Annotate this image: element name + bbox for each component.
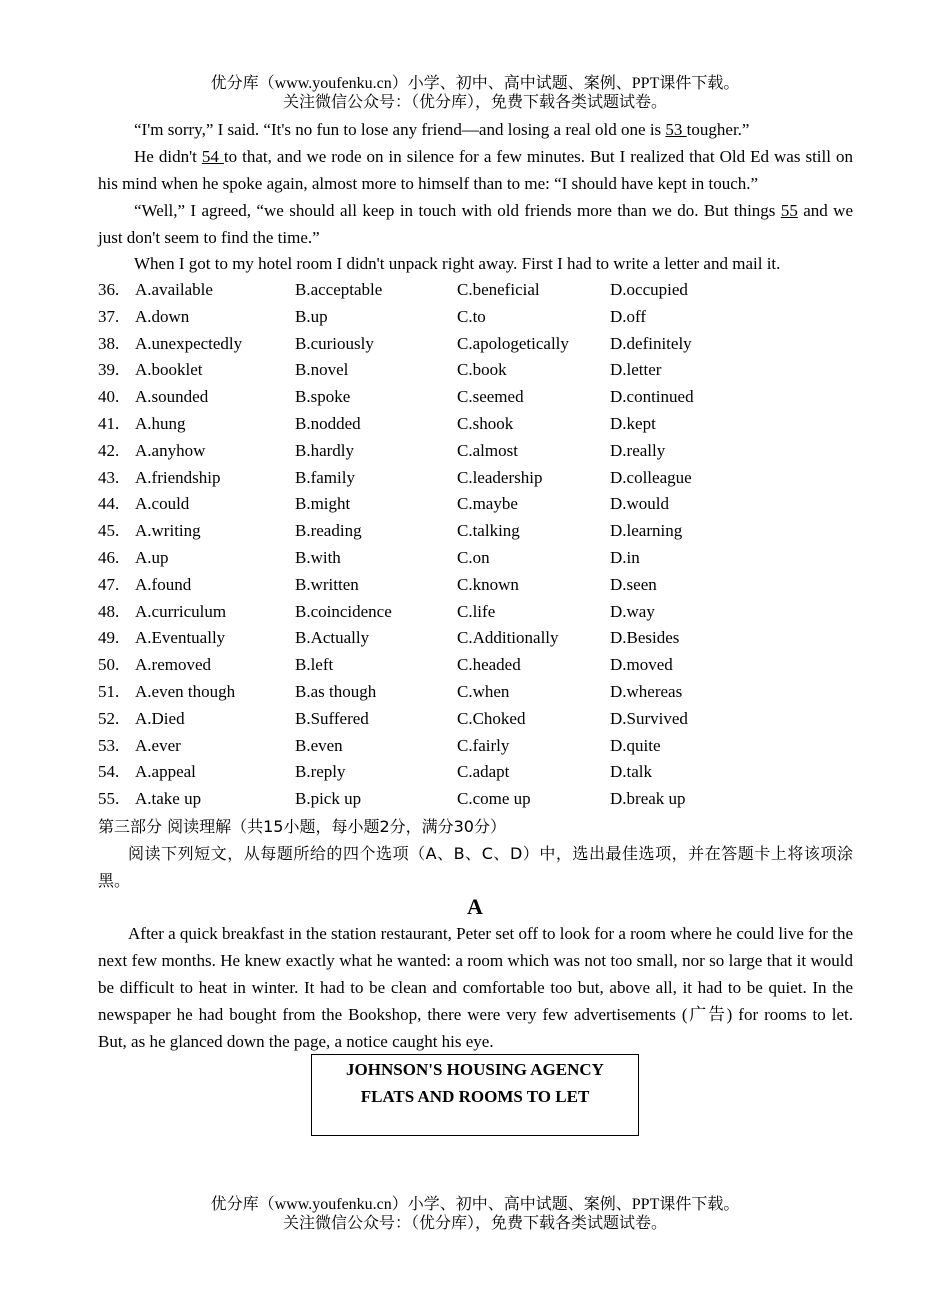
option-d: D.break up bbox=[610, 789, 686, 809]
question-number: 40. bbox=[98, 387, 120, 407]
option-a: A.ever bbox=[135, 735, 181, 755]
passage-paragraph-1 bbox=[98, 116, 853, 143]
option-b: B.written bbox=[295, 574, 359, 594]
question-number: 52. bbox=[98, 708, 120, 728]
question-number: 50. bbox=[98, 655, 120, 675]
footer-line-1: 优分库（www.youfenku.cn）小学、初中、高中试题、案例、PPT课件下载。 bbox=[210, 1196, 740, 1213]
option-b: B.left bbox=[295, 655, 334, 675]
option-c: C.apologetically bbox=[457, 333, 569, 353]
option-d: D.kept bbox=[610, 413, 656, 433]
passage-text: He didn't bbox=[134, 147, 202, 166]
question-number: 43. bbox=[98, 467, 120, 487]
option-a: A.down bbox=[135, 306, 190, 326]
option-d: D.really bbox=[610, 440, 666, 460]
option-c: C.almost bbox=[457, 440, 518, 460]
option-row-48 bbox=[98, 598, 853, 625]
passage-text: “Well,” I agreed, “we should all keep in touch with old friends more than we do. But things bbox=[134, 201, 781, 220]
option-c: C.known bbox=[457, 574, 519, 594]
page-footer bbox=[0, 1195, 950, 1233]
header-line-2: 关注微信公众号：（优分库），免费下载各类试题试卷。 bbox=[282, 94, 667, 111]
option-row-54 bbox=[98, 758, 853, 785]
passage-paragraph-3 bbox=[98, 197, 853, 251]
section-3-title: 第三部分 阅读理解（共15小题，每小题2分，满分30分） bbox=[98, 817, 506, 836]
option-row-44 bbox=[98, 490, 853, 517]
option-row-46 bbox=[98, 544, 853, 571]
passage-text: and we just don't seem to find the time.” bbox=[98, 201, 853, 247]
option-a: A.found bbox=[135, 574, 192, 594]
header-line-1: 优分库（www.youfenku.cn）小学、初中、高中试题、案例、PPT课件下载。 bbox=[210, 75, 740, 92]
option-d: D.off bbox=[610, 306, 647, 326]
option-a: A.take up bbox=[135, 789, 202, 809]
blank-54: 54 bbox=[201, 147, 224, 166]
section-3-instruction: 阅读下列短文，从每题所给的四个选项（A、B、C、D）中，选出最佳选项，并在答题卡上将该项涂黑。 bbox=[98, 844, 853, 890]
option-a: A.could bbox=[135, 494, 190, 514]
option-row-53 bbox=[98, 732, 853, 759]
option-c: C.maybe bbox=[457, 494, 518, 514]
option-a: A.writing bbox=[135, 521, 201, 541]
question-number: 41. bbox=[98, 413, 120, 433]
option-d: D.occupied bbox=[610, 280, 688, 299]
option-row-38 bbox=[98, 330, 853, 357]
question-number: 38. bbox=[98, 333, 120, 353]
option-c: C.beneficial bbox=[457, 280, 540, 299]
question-number: 42. bbox=[98, 440, 120, 460]
passage-a-text: After a quick breakfast in the station restaurant, Peter set off to look for a room where he could live for the next few months. He knew exactly what he wanted: a room which was not too small, nor so large that it would be difficult to heat in winter. It had to be clean and comfortable too but, above all, it had to be quiet. In the newspaper he had bought from the Bookshop, there were very few advertisements (广告) for rooms to let. But, as he glanced down the page, a notice caught his eye. bbox=[98, 924, 853, 1051]
passage-text: “I'm sorry,” I said. “It's no fun to lose any friend—and losing a real old one is bbox=[134, 120, 666, 139]
option-c: C.Additionally bbox=[457, 628, 559, 648]
option-d: D.continued bbox=[610, 387, 694, 407]
option-row-52 bbox=[98, 705, 853, 732]
option-a: A.curriculum bbox=[135, 601, 227, 621]
question-number: 39. bbox=[98, 360, 120, 380]
question-number: 49. bbox=[98, 628, 120, 648]
question-number: 45. bbox=[98, 521, 120, 541]
passage-paragraph-4: When I got to my hotel room I didn't unpack right away. First I had to write a letter and mail it. bbox=[134, 254, 781, 273]
option-c: C.seemed bbox=[457, 387, 524, 407]
option-row-36 bbox=[98, 276, 853, 303]
passage-paragraph-2 bbox=[98, 143, 853, 197]
question-number: 37. bbox=[98, 306, 120, 326]
option-a: A.booklet bbox=[135, 360, 203, 380]
option-b: B.acceptable bbox=[295, 280, 383, 299]
option-row-55 bbox=[98, 785, 853, 812]
option-row-45 bbox=[98, 517, 853, 544]
option-row-41 bbox=[98, 410, 853, 437]
option-c: C.headed bbox=[457, 655, 521, 675]
option-a: A.Died bbox=[135, 708, 185, 728]
option-b: B.with bbox=[295, 547, 341, 567]
blank-53: 53 bbox=[665, 120, 687, 139]
notice-box bbox=[311, 1054, 639, 1136]
notice-line-1: JOHNSON'S HOUSING AGENCY bbox=[346, 1060, 604, 1079]
option-b: B.novel bbox=[295, 360, 349, 380]
option-row-49 bbox=[98, 624, 853, 651]
option-row-43 bbox=[98, 464, 853, 491]
option-c: C.life bbox=[457, 601, 496, 621]
question-number: 48. bbox=[98, 601, 120, 621]
option-c: C.on bbox=[457, 547, 490, 567]
option-c: C.Choked bbox=[457, 708, 526, 728]
option-d: D.letter bbox=[610, 360, 662, 380]
option-b: B.spoke bbox=[295, 387, 351, 407]
option-d: D.whereas bbox=[610, 681, 683, 701]
option-row-39 bbox=[98, 356, 853, 383]
question-number: 46. bbox=[98, 547, 120, 567]
option-b: B.even bbox=[295, 735, 343, 755]
option-row-37 bbox=[98, 303, 853, 330]
passage-a-heading: A bbox=[467, 894, 483, 919]
option-b: B.reading bbox=[295, 521, 362, 541]
option-b: B.up bbox=[295, 306, 328, 326]
option-d: D.colleague bbox=[610, 467, 692, 487]
option-a: A.hung bbox=[135, 413, 186, 433]
passage-text: tougher.” bbox=[686, 120, 750, 139]
option-a: A.up bbox=[135, 547, 169, 567]
option-d: D.seen bbox=[610, 574, 657, 594]
option-row-50 bbox=[98, 651, 853, 678]
option-a: A.available bbox=[135, 280, 213, 299]
options-list bbox=[98, 276, 853, 812]
option-b: B.as though bbox=[295, 681, 377, 701]
option-c: C.book bbox=[457, 360, 507, 380]
option-a: A.unexpectedly bbox=[135, 333, 243, 353]
notice-line-2: FLATS AND ROOMS TO LET bbox=[360, 1087, 590, 1106]
option-a: A.appeal bbox=[135, 762, 196, 782]
option-b: B.might bbox=[295, 494, 351, 514]
option-b: B.coincidence bbox=[295, 601, 392, 621]
question-number: 47. bbox=[98, 574, 120, 594]
option-a: A.friendship bbox=[135, 467, 221, 487]
question-number: 55. bbox=[98, 789, 120, 809]
option-a: A.even though bbox=[135, 681, 236, 701]
option-a: A.removed bbox=[135, 655, 212, 675]
option-d: D.way bbox=[610, 601, 655, 621]
option-row-51 bbox=[98, 678, 853, 705]
option-d: D.moved bbox=[610, 655, 673, 675]
option-d: D.would bbox=[610, 494, 670, 514]
question-number: 53. bbox=[98, 735, 120, 755]
footer-line-2: 关注微信公众号：（优分库），免费下载各类试题试卷。 bbox=[282, 1215, 667, 1232]
option-d: D.talk bbox=[610, 762, 653, 782]
option-c: C.shook bbox=[457, 413, 514, 433]
option-d: D.definitely bbox=[610, 333, 692, 353]
option-c: C.leadership bbox=[457, 467, 543, 487]
question-number: 51. bbox=[98, 681, 120, 701]
option-c: C.talking bbox=[457, 521, 520, 541]
blank-55: 55 bbox=[780, 201, 798, 220]
option-d: D.learning bbox=[610, 521, 683, 541]
option-a: A.Eventually bbox=[135, 628, 226, 648]
option-c: C.when bbox=[457, 681, 510, 701]
page-header bbox=[0, 74, 950, 112]
option-b: B.hardly bbox=[295, 440, 355, 460]
option-d: D.Besides bbox=[610, 628, 680, 648]
option-b: B.curiously bbox=[295, 333, 374, 353]
option-d: D.in bbox=[610, 547, 640, 567]
option-row-42 bbox=[98, 437, 853, 464]
question-number: 44. bbox=[98, 494, 120, 514]
option-c: C.to bbox=[457, 306, 486, 326]
option-row-40 bbox=[98, 383, 853, 410]
question-number: 36. bbox=[98, 280, 120, 299]
option-d: D.Survived bbox=[610, 708, 688, 728]
option-d: D.quite bbox=[610, 735, 661, 755]
option-b: B.reply bbox=[295, 762, 346, 782]
option-b: B.nodded bbox=[295, 413, 361, 433]
passage-text: to that, and we rode on in silence for a few minutes. But I realized that Old Ed was still on his mind when he spoke again, almost more to himself than to me: “I should have kept in touch.” bbox=[98, 147, 853, 193]
option-c: C.come up bbox=[457, 789, 531, 809]
option-b: B.pick up bbox=[295, 789, 362, 809]
question-number: 54. bbox=[98, 762, 120, 782]
option-c: C.adapt bbox=[457, 762, 510, 782]
option-b: B.Suffered bbox=[295, 708, 369, 728]
option-c: C.fairly bbox=[457, 735, 510, 755]
option-row-47 bbox=[98, 571, 853, 598]
option-a: A.anyhow bbox=[135, 440, 206, 460]
option-a: A.sounded bbox=[135, 387, 209, 407]
option-b: B.Actually bbox=[295, 628, 370, 648]
option-b: B.family bbox=[295, 467, 355, 487]
